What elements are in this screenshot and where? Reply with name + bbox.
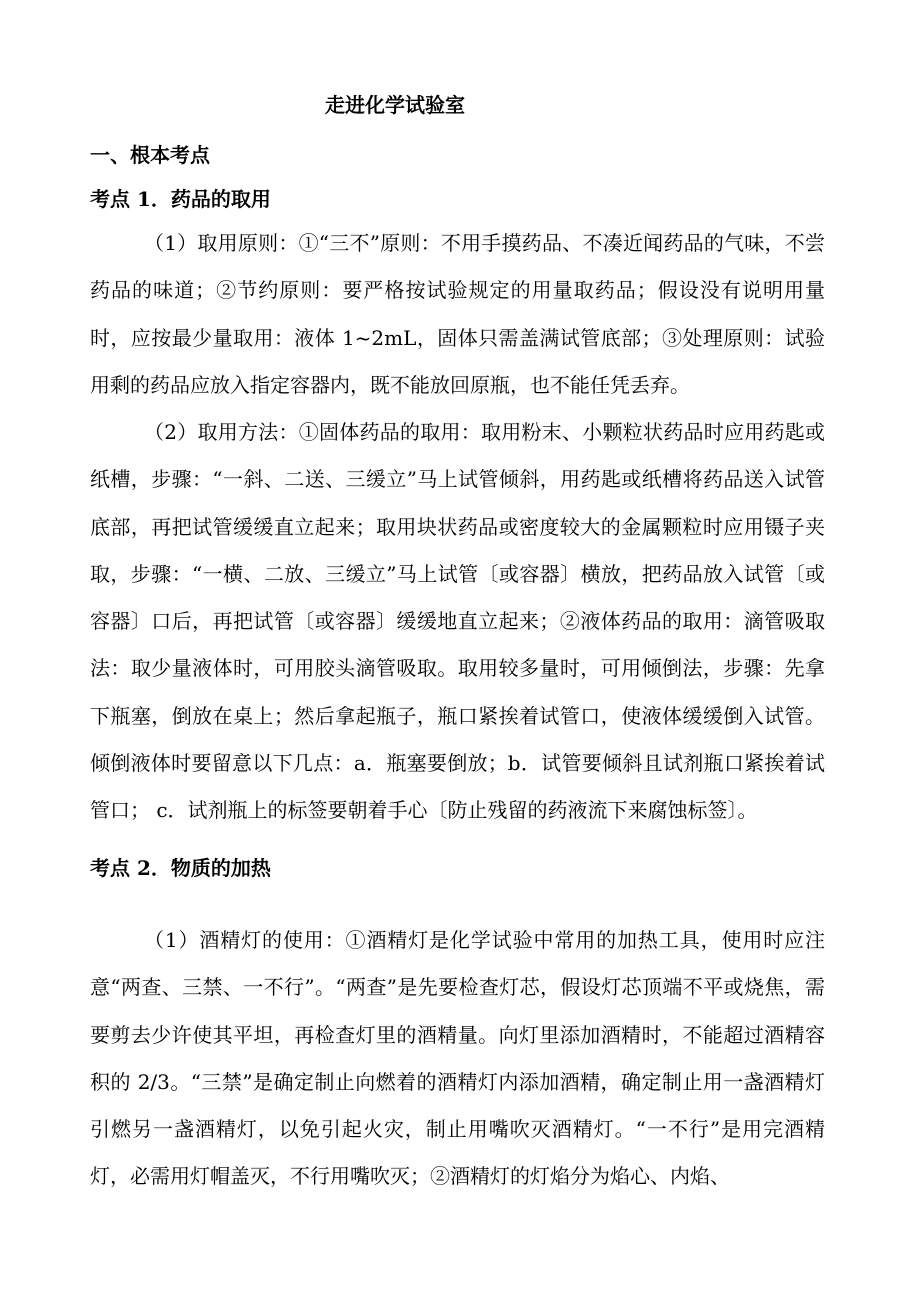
point-heading-drug-taking: 考点 1．药品的取用 bbox=[90, 187, 271, 211]
section-heading-basics: 一、根本考点 bbox=[90, 143, 210, 167]
paragraph-taking-methods: （2）取用方法：①固体药品的取用：取用粉末、小颗粒状药品时应用药匙或纸槽，步骤：“一斜、二送、三缓立”马上试管倾斜，用药匙或纸槽将药品送入试管底部，再把试管缓缓直立起来；取用块状药品或密度较大的金属颗粒时应用镊子夹取，步骤：“一横、二放、三缓立”马上试管〔或容器〕横放，把药品放入试管〔或容器〕口后，再把试管〔或容器〕缓缓地直立起来；②液体药品的取用：滴管吸取法：取少量液体时，可用胶头滴管吸取。取用较多量时，可用倾倒法，步骤：先拿下瓶塞，倒放在桌上；然后拿起瓶子，瓶口紧挨着试管口，使液体缓缓倒入试管。倾倒液体时要留意以下几点：a．瓶塞要倒放；b．试管要倾斜且试剂瓶口紧挨着试管口； c．试剂瓶上的标签要朝着手心〔防止残留的药液流下来腐蚀标签〕。 bbox=[90, 420, 825, 823]
paragraph-alcohol-lamp: （1）酒精灯的使用：①酒精灯是化学试验中常用的加热工具，使用时应注意“两查、三禁、一不行”。“两查”是先要检查灯芯，假设灯芯顶端不平或烧焦，需要剪去少许使其平坦，再检查灯里的酒精量。向灯里添加酒精时，不能超过酒精容积的 2/3。“三禁”是确定制止向燃着的酒精灯内添加酒精，确定制止用一盏酒精灯引燃另一盏酒精灯，以免引起火灾，制止用嘴吹灭酒精灯。“一不行”是用完酒精灯，必需用灯帽盖灭，不行用嘴吹灭；②酒精灯的灯焰分为焰心、内焰、 bbox=[90, 928, 825, 1189]
paragraph-taking-principles: （1）取用原则：①“三不”原则：不用手摸药品、不凑近闻药品的气味，不尝药品的味道；②节约原则：要严格按试验规定的用量取药品；假设没有说明用量时，应按最少量取用：液体 1~2mL，固体只需盖满试管底部；③处理原则：试验用剩的药品应放入指定容器内，既不能放回原瓶，也不能任凭丢弃。 bbox=[90, 231, 825, 397]
point-heading-heating: 考点 2．物质的加热 bbox=[90, 856, 271, 880]
page-title: 走进化学试验室 bbox=[325, 93, 465, 117]
